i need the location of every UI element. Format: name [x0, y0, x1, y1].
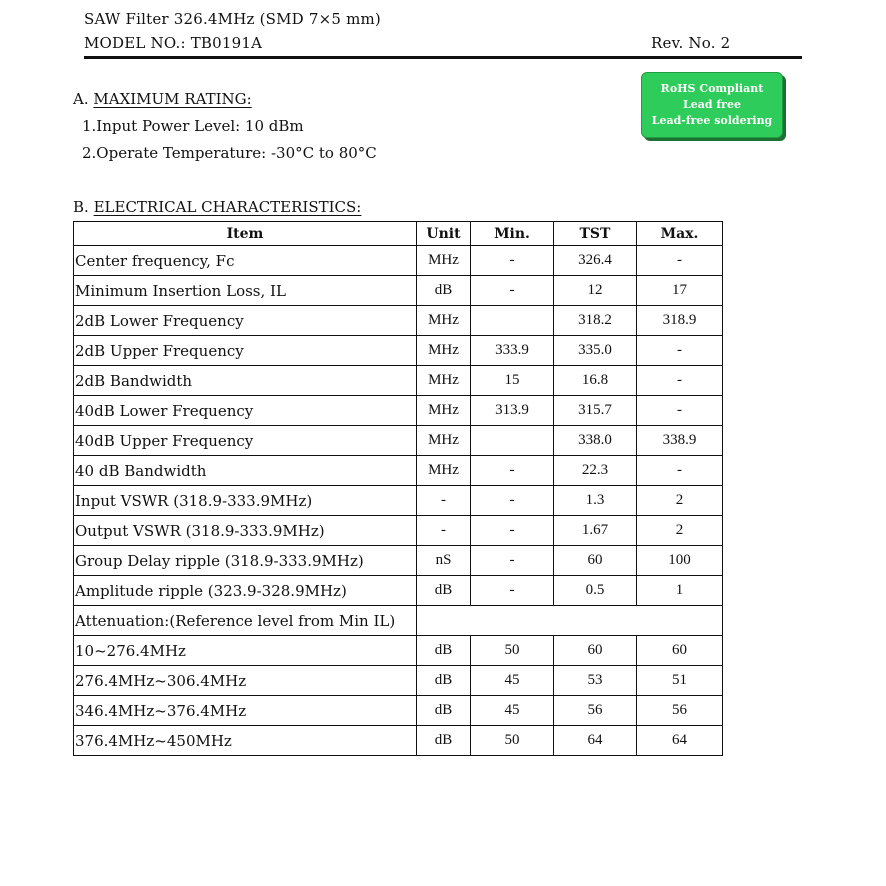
cell-unit: - — [417, 516, 471, 546]
cell-tst: 318.2 — [554, 306, 637, 336]
cell-tst: 338.0 — [554, 426, 637, 456]
cell-min: 333.9 — [471, 336, 554, 366]
attenuation-empty-cell — [417, 606, 723, 636]
cell-unit: dB — [417, 276, 471, 306]
cell-unit: dB — [417, 636, 471, 666]
cell-tst: 1.67 — [554, 516, 637, 546]
header-item: Item — [74, 222, 417, 246]
cell-max: - — [637, 336, 723, 366]
cell-max: 64 — [637, 726, 723, 756]
cell-min: - — [471, 486, 554, 516]
cell-max: 51 — [637, 666, 723, 696]
cell-tst: 335.0 — [554, 336, 637, 366]
cell-min: - — [471, 246, 554, 276]
cell-unit: dB — [417, 696, 471, 726]
cell-min: - — [471, 516, 554, 546]
section-a-prefix: A. — [73, 90, 89, 108]
model-number: MODEL NO.: TB0191A — [84, 34, 263, 52]
table-row — [74, 426, 723, 456]
cell-tst: 12 — [554, 276, 637, 306]
cell-min: 313.9 — [471, 396, 554, 426]
cell-max: 2 — [637, 516, 723, 546]
cell-unit: MHz — [417, 366, 471, 396]
rohs-badge-line3: Lead-free soldering — [651, 114, 773, 127]
cell-item: 10~276.4MHz — [74, 636, 417, 666]
section-b-prefix: B. — [73, 198, 89, 216]
table-row — [74, 666, 723, 696]
cell-item: Center frequency, Fc — [74, 246, 417, 276]
cell-min: 50 — [471, 636, 554, 666]
cell-item: 346.4MHz~376.4MHz — [74, 696, 417, 726]
cell-item: 40dB Lower Frequency — [74, 396, 417, 426]
attenuation-label-row — [74, 606, 723, 636]
header-max: Max. — [637, 222, 723, 246]
cell-unit: dB — [417, 726, 471, 756]
cell-unit: MHz — [417, 306, 471, 336]
table-row — [74, 486, 723, 516]
cell-item: Minimum Insertion Loss, IL — [74, 276, 417, 306]
cell-item: Output VSWR (318.9-333.9MHz) — [74, 516, 417, 546]
cell-max: 56 — [637, 696, 723, 726]
cell-max: 318.9 — [637, 306, 723, 336]
cell-tst: 315.7 — [554, 396, 637, 426]
cell-item: Amplitude ripple (323.9-328.9MHz) — [74, 576, 417, 606]
table-row — [74, 516, 723, 546]
cell-max: - — [637, 246, 723, 276]
cell-unit: MHz — [417, 246, 471, 276]
electrical-characteristics-table — [73, 221, 723, 756]
cell-max: - — [637, 456, 723, 486]
cell-max: 1 — [637, 576, 723, 606]
cell-item: 2dB Upper Frequency — [74, 336, 417, 366]
cell-unit: MHz — [417, 456, 471, 486]
cell-tst: 60 — [554, 546, 637, 576]
max-rating-item: 1.Input Power Level: 10 dBm — [82, 117, 304, 135]
table-row — [74, 576, 723, 606]
cell-min: 45 — [471, 696, 554, 726]
table-row — [74, 726, 723, 756]
cell-tst: 326.4 — [554, 246, 637, 276]
cell-max: 338.9 — [637, 426, 723, 456]
cell-min — [471, 426, 554, 456]
cell-unit: MHz — [417, 396, 471, 426]
header-unit: Unit — [417, 222, 471, 246]
cell-min: 45 — [471, 666, 554, 696]
document-title: SAW Filter 326.4MHz (SMD 7×5 mm) — [84, 10, 381, 28]
table-row — [74, 636, 723, 666]
cell-tst: 1.3 — [554, 486, 637, 516]
cell-item: Group Delay ripple (318.9-333.9MHz) — [74, 546, 417, 576]
cell-tst: 0.5 — [554, 576, 637, 606]
cell-min: - — [471, 456, 554, 486]
table-row — [74, 546, 723, 576]
cell-tst: 56 — [554, 696, 637, 726]
cell-item: 276.4MHz~306.4MHz — [74, 666, 417, 696]
attenuation-label: Attenuation:(Reference level from Min IL) — [74, 606, 417, 636]
cell-min: - — [471, 576, 554, 606]
section-a-title: MAXIMUM RATING: — [93, 90, 252, 108]
rohs-badge-line2: Lead free — [683, 98, 741, 111]
cell-item: 40dB Upper Frequency — [74, 426, 417, 456]
max-rating-item: 2.Operate Temperature: -30°C to 80°C — [82, 144, 377, 162]
cell-tst: 22.3 — [554, 456, 637, 486]
cell-max: 100 — [637, 546, 723, 576]
cell-max: 17 — [637, 276, 723, 306]
table-row — [74, 306, 723, 336]
cell-unit: MHz — [417, 336, 471, 366]
table-row — [74, 336, 723, 366]
table-row — [74, 696, 723, 726]
cell-min: - — [471, 276, 554, 306]
rohs-badge-line1: RoHS Compliant — [660, 82, 764, 95]
table-row — [74, 276, 723, 306]
cell-min: 50 — [471, 726, 554, 756]
table-row — [74, 456, 723, 486]
section-a-heading — [73, 90, 252, 108]
cell-item: 2dB Bandwidth — [74, 366, 417, 396]
cell-tst: 60 — [554, 636, 637, 666]
cell-item: Input VSWR (318.9-333.9MHz) — [74, 486, 417, 516]
table-header-row — [74, 222, 723, 246]
cell-unit: dB — [417, 666, 471, 696]
revision-number: Rev. No. 2 — [651, 34, 731, 52]
cell-max: 2 — [637, 486, 723, 516]
header-min: Min. — [471, 222, 554, 246]
cell-unit: dB — [417, 576, 471, 606]
cell-item: 40 dB Bandwidth — [74, 456, 417, 486]
cell-tst: 64 — [554, 726, 637, 756]
section-b-heading — [73, 198, 361, 216]
cell-item: 2dB Lower Frequency — [74, 306, 417, 336]
rohs-badge — [641, 72, 783, 138]
cell-min — [471, 306, 554, 336]
cell-max: - — [637, 366, 723, 396]
cell-unit: MHz — [417, 426, 471, 456]
cell-unit: nS — [417, 546, 471, 576]
cell-unit: - — [417, 486, 471, 516]
cell-item: 376.4MHz~450MHz — [74, 726, 417, 756]
table-row — [74, 396, 723, 426]
cell-max: - — [637, 396, 723, 426]
table-row — [74, 246, 723, 276]
cell-tst: 53 — [554, 666, 637, 696]
cell-min: 15 — [471, 366, 554, 396]
header-divider — [84, 56, 802, 59]
table-row — [74, 366, 723, 396]
cell-min: - — [471, 546, 554, 576]
cell-tst: 16.8 — [554, 366, 637, 396]
header-tst: TST — [554, 222, 637, 246]
cell-max: 60 — [637, 636, 723, 666]
section-b-title: ELECTRICAL CHARACTERISTICS: — [93, 198, 362, 216]
